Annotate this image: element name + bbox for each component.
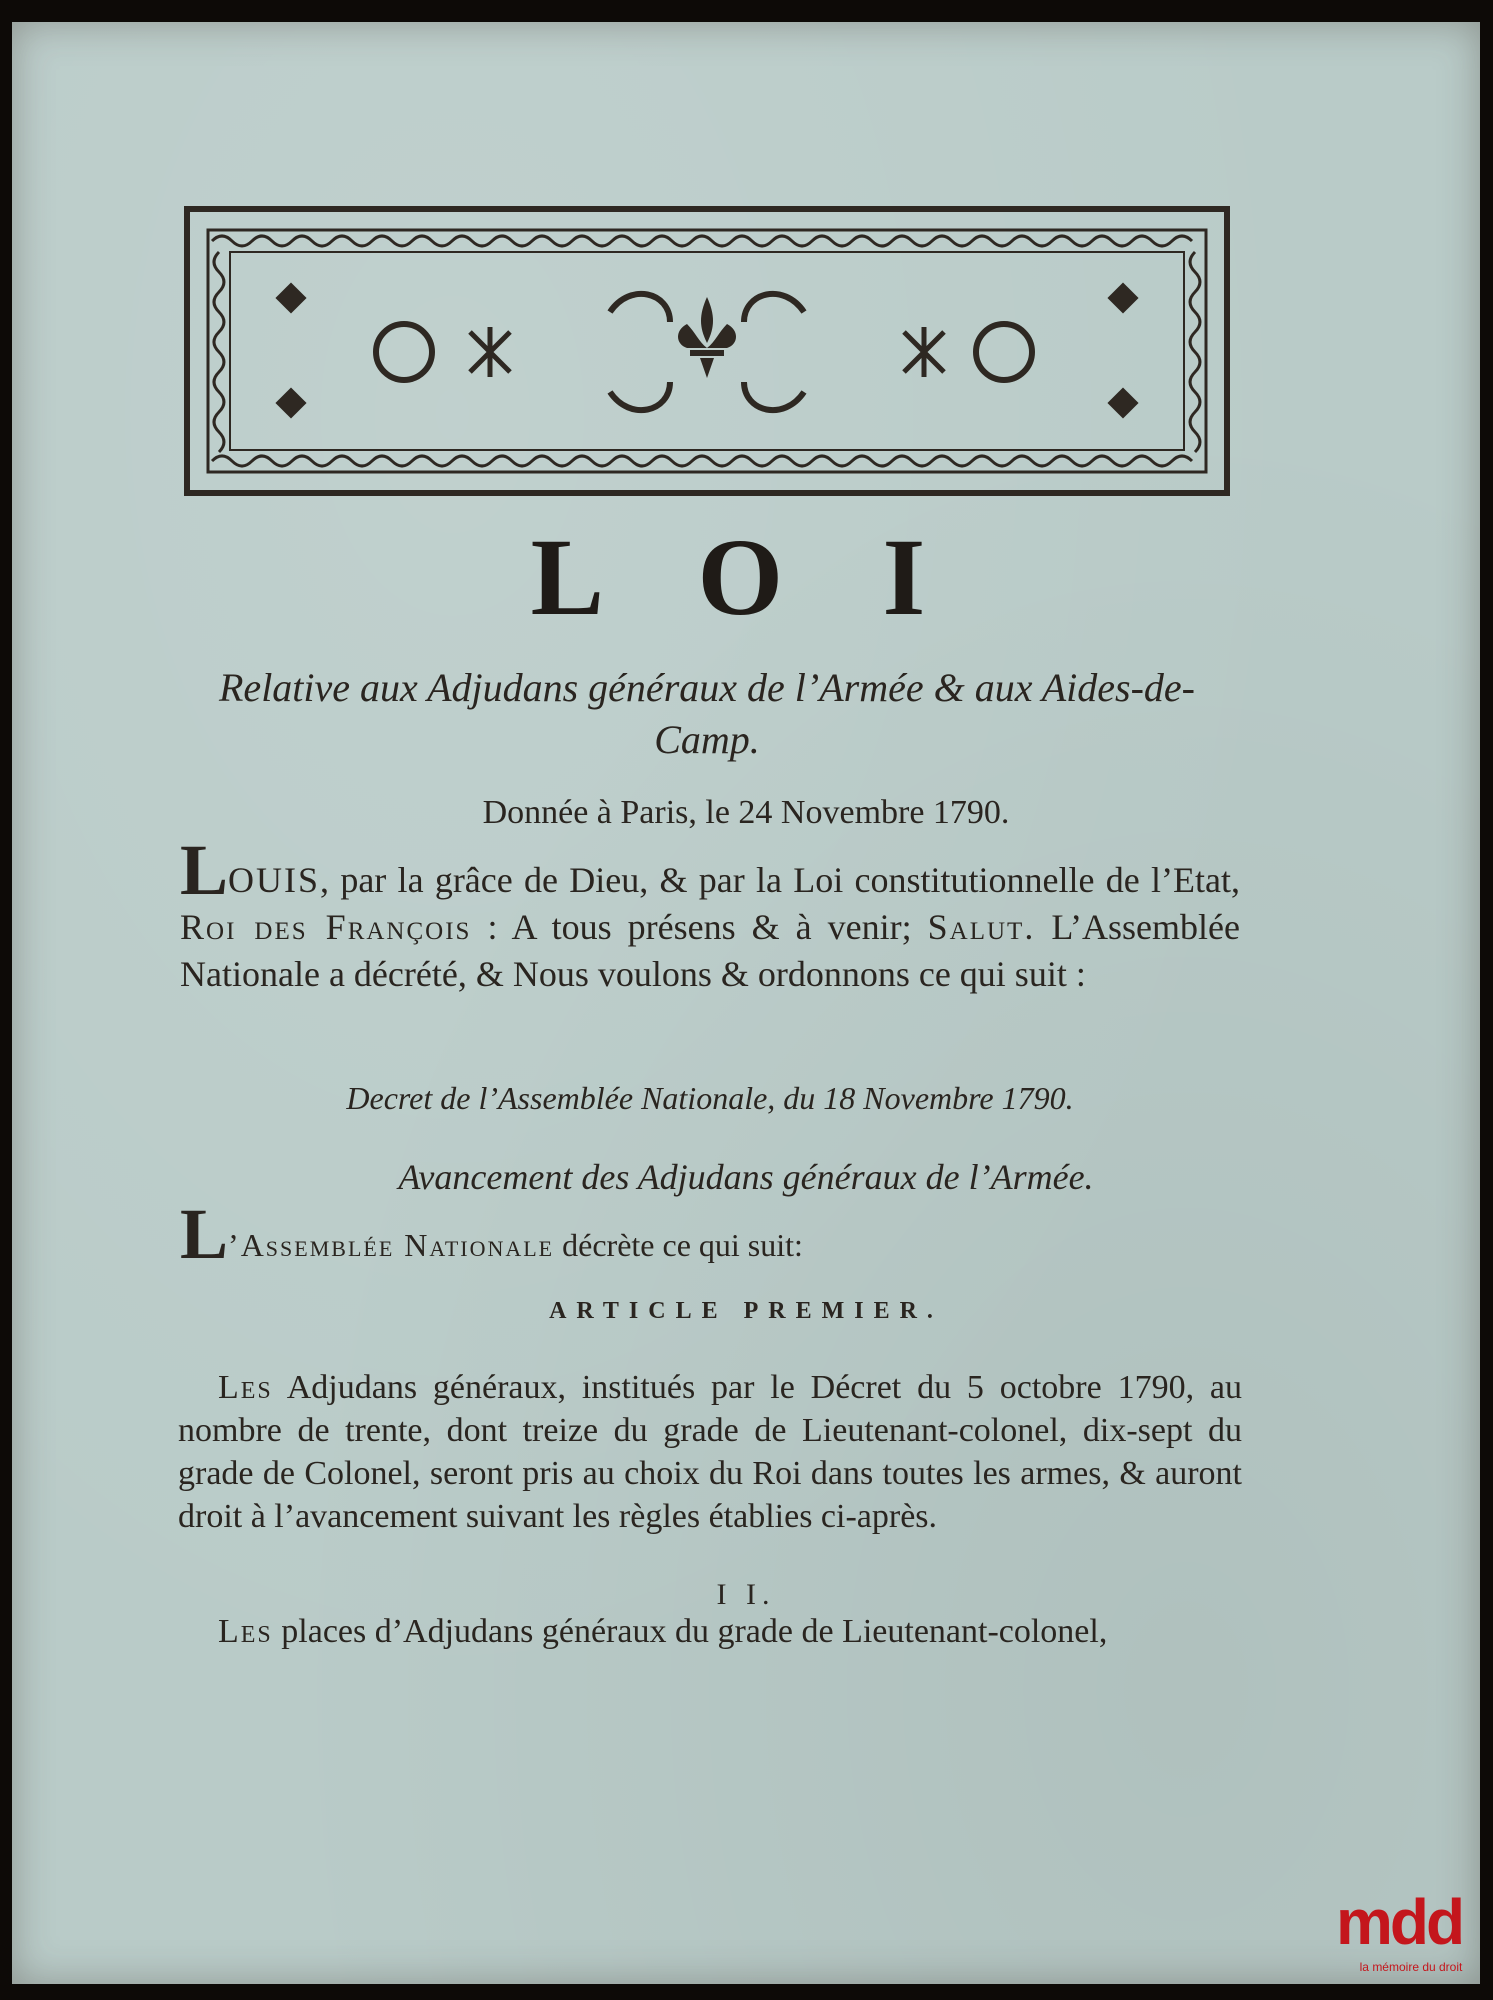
intro-assembly: ’Assemblée Nationale [228,1227,555,1263]
preamble-roi: Roi des François [180,907,472,947]
mdd-logo [1336,1886,1486,1990]
document-subtitle: Relative aux Adjudans généraux de l’Armée & aux Aides-de-Camp. [219,665,1195,762]
preamble-dropcap: L [180,830,229,910]
article-1-lead: Les [218,1369,273,1406]
preamble-lead: OUIS [228,860,321,900]
preamble-salut: Salut. [927,907,1036,947]
intro-dropcap: L [180,1194,229,1274]
article-2-lead: Les [218,1613,273,1650]
ornament-icon [190,212,1224,490]
document-page [12,22,1480,1984]
preamble-text-2: : A tous présens & à venir; [471,907,928,947]
intro-paragraph [180,1194,1240,1274]
section-heading: Avancement des Adjudans généraux de l’Armée. [398,1157,1094,1197]
document-title: L O I [530,516,962,638]
logo-tagline: la mémoire du droit [1359,1960,1463,1974]
logo-text: mdd [1336,1886,1463,1958]
preamble-text-3: L’Assemblée Nationale a décrété, & Nous voulons & ordonnons ce qui suit : [180,907,1240,994]
date-line: Donnée à Paris, le 24 Novembre 1790. [482,794,1010,831]
article-1-text: Adjudans généraux, institués par le Décret du 5 octobre 1790, au nombre de trente, dont treize du grade de Lieutenant-colonel, dix-sept du grade de Colonel, seront pris au choix du Roi dans toutes les armes, & auront droit à l’avancement suivant les règles établies ci-après. [178,1369,1242,1535]
article-2-numeral: I I. [716,1578,776,1611]
intro-text: décrète ce qui suit: [554,1227,803,1263]
preamble-paragraph [180,830,1240,998]
article-2-text: places d’Adjudans généraux du grade de Lieutenant-colonel, [272,1613,1108,1650]
article-2-paragraph [178,1610,1242,1653]
ornamental-header-band [184,206,1230,496]
decret-line: Decret de l’Assemblée Nationale, du 18 Novembre 1790. [346,1080,1074,1116]
preamble-text-1: , par la grâce de Dieu, & par la Loi constitutionnelle de l’Etat, [320,860,1240,900]
article-title: ARTICLE PREMIER. [549,1298,943,1324]
article-1-paragraph [178,1366,1242,1538]
